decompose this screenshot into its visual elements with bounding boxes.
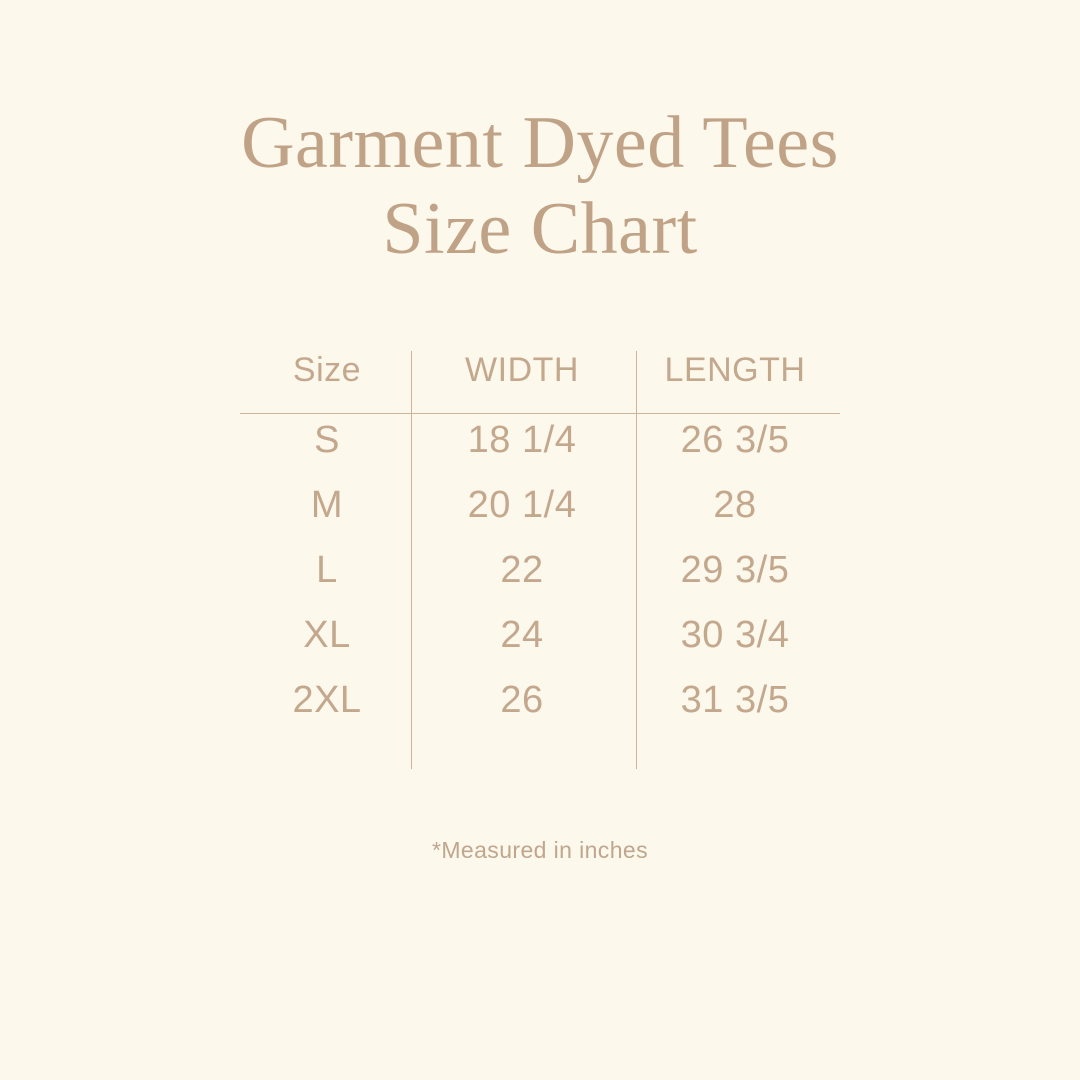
size-table <box>240 345 840 733</box>
cell-length: 31 3/5 <box>680 678 790 721</box>
cell-width: 22 <box>500 548 544 591</box>
cell-width: 18 1/4 <box>467 418 577 461</box>
cell-width: 24 <box>500 613 544 656</box>
measurement-note: *Measured in inches <box>432 836 648 863</box>
page-title <box>241 104 839 269</box>
title-line-1: Garment Dyed Tees <box>241 102 839 184</box>
cell-width: 20 1/4 <box>467 483 577 526</box>
table-row <box>240 408 840 473</box>
cell-size: M <box>310 483 344 526</box>
size-table-wrapper <box>240 345 840 733</box>
cell-size: S <box>314 418 340 461</box>
cell-width: 26 <box>500 678 544 721</box>
column-divider-2 <box>636 351 637 769</box>
cell-length: 26 3/5 <box>680 418 790 461</box>
table-row <box>240 603 840 668</box>
column-header-width: WIDTH <box>465 350 579 389</box>
cell-length: 28 <box>713 483 757 526</box>
table-row <box>240 538 840 603</box>
table-row <box>240 668 840 733</box>
cell-length: 30 3/4 <box>680 613 790 656</box>
header-divider <box>240 413 840 414</box>
table-row <box>240 473 840 538</box>
cell-length: 29 3/5 <box>680 548 790 591</box>
table-header-row <box>240 345 840 408</box>
column-header-length: LENGTH <box>664 350 806 389</box>
title-line-2: Size Chart <box>382 188 698 271</box>
cell-size: L <box>316 548 338 591</box>
cell-size: 2XL <box>292 678 362 721</box>
column-header-size: Size <box>292 350 362 389</box>
column-divider-1 <box>411 351 412 769</box>
cell-size: XL <box>303 613 351 656</box>
